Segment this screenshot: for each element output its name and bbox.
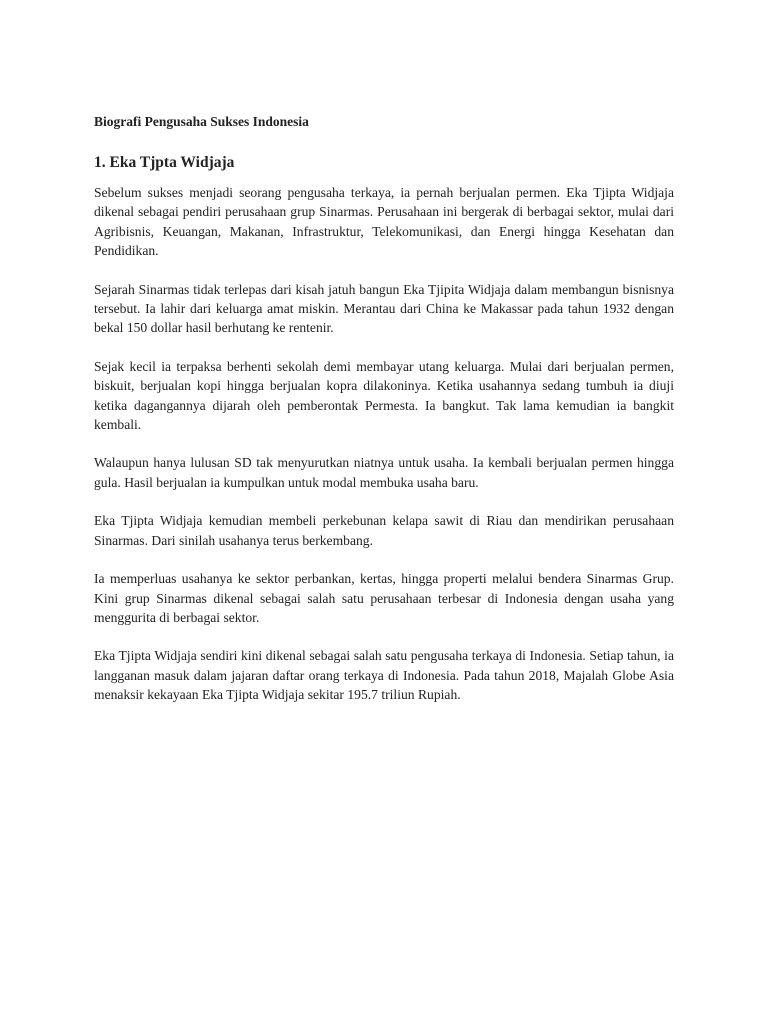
paragraph-5: Eka Tjipta Widjaja kemudian membeli perkebunan kelapa sawit di Riau dan mendirikan perusahaan Sinarmas. Dari sinilah usahanya terus berkembang. <box>94 513 674 548</box>
paragraph-3: Sejak kecil ia terpaksa berhenti sekolah demi membayar utang keluarga. Mulai dari berjualan permen, biskuit, berjualan kopi hingga berjualan kopra dilakoninya. Ketika usahannya sedang tumbuh ia diuji ketika dagangannya dijarah oleh pemberontak Permesta. Ia bangkut. Tak lama kemudian ia bangkit kembali. <box>94 358 674 433</box>
section-heading: 1. Eka Tjpta Widjaja <box>94 154 235 171</box>
document-title: Biografi Pengusaha Sukses Indonesia <box>94 114 309 129</box>
paragraph-1: Sebelum sukses menjadi seorang pengusaha terkaya, ia pernah berjualan permen. Eka Tjipta Widjaja dikenal sebagai pendiri perusahaan grup Sinarmas. Perusahaan ini bergerak di berbagai sektor, mulai dari Agribisnis, Keuangan, Makanan, Infrastruktur, Telekomunikasi, dan Energi hingga Kesehatan dan Pendidikan. <box>94 185 674 259</box>
paragraph-7: Eka Tjipta Widjaja sendiri kini dikenal sebagai salah satu pengusaha terkaya di Indonesia. Setiap tahun, ia langganan masuk dalam jajaran daftar orang terkaya di Indonesia. Pada tahun 2018, Majalah Globe Asia menaksir kekayaan Eka Tjipta Widjaja sekitar 195.7 triliun Rupiah. <box>94 648 674 703</box>
document-body <box>94 183 674 724</box>
paragraph-4: Walaupun hanya lulusan SD tak menyurutkan niatnya untuk usaha. Ia kembali berjualan permen hingga gula. Hasil berjualan ia kumpulkan untuk modal membuka usaha baru. <box>94 455 674 490</box>
paragraph-2: Sejarah Sinarmas tidak terlepas dari kisah jatuh bangun Eka Tjipita Widjaja dalam membangun bisnisnya tersebut. Ia lahir dari keluarga amat miskin. Merantau dari China ke Makassar pada tahun 1932 dengan bekal 150 dollar hasil berhutang ke rentenir. <box>94 281 674 336</box>
paragraph-6: Ia memperluas usahanya ke sektor perbankan, kertas, hingga properti melalui bendera Sinarmas Grup. Kini grup Sinarmas dikenal sebagai salah satu perusahaan terbesar di Indonesia dengan usaha yang menggurita di berbagai sektor. <box>94 571 674 625</box>
